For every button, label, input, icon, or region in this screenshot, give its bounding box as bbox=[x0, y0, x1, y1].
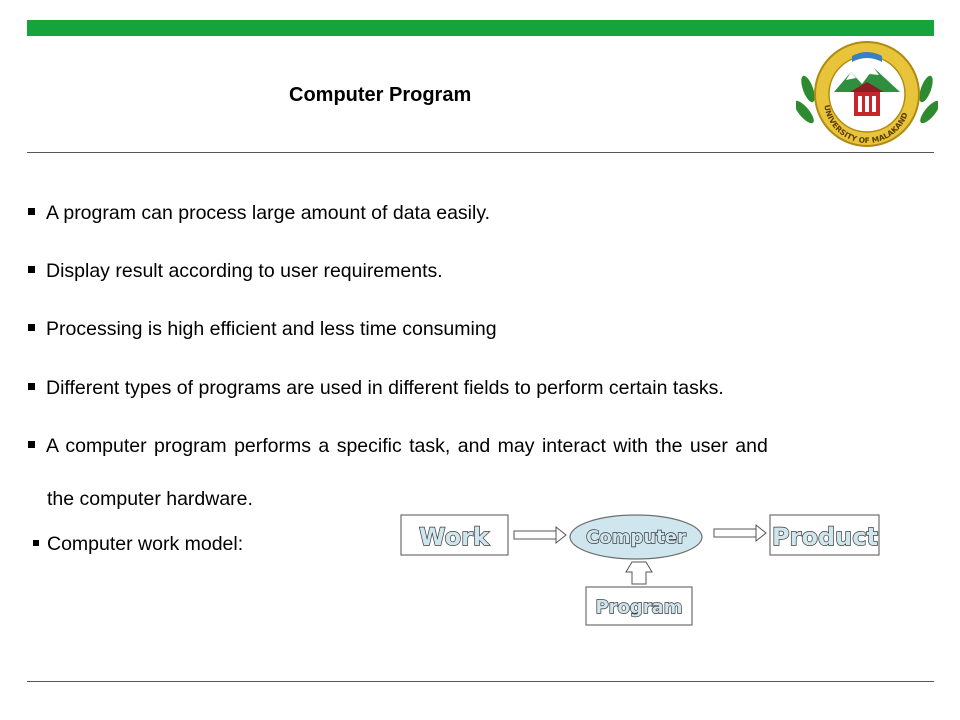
bullet-item bbox=[28, 202, 490, 225]
model-bullet bbox=[33, 533, 243, 556]
slide-title: Computer Program bbox=[289, 84, 472, 106]
bullet-text: Processing is high efficient and less time consuming bbox=[46, 318, 497, 340]
arrow-right-icon bbox=[514, 527, 566, 543]
header-divider bbox=[27, 152, 934, 153]
arrow-right-icon bbox=[714, 525, 766, 541]
bullet-text: Different types of programs are used in different fields to perform certain tasks. bbox=[46, 377, 724, 399]
bullet-square-icon bbox=[28, 383, 35, 390]
bullet-text: A program can process large amount of data easily. bbox=[46, 202, 491, 224]
arrow-up-icon bbox=[626, 562, 652, 584]
bullet-square-icon bbox=[28, 208, 35, 215]
computer-label: Computer bbox=[586, 527, 686, 548]
bullet-text: Display result according to user requirements. bbox=[46, 260, 443, 282]
footer-divider bbox=[27, 681, 934, 682]
bullet-square-icon bbox=[33, 540, 39, 546]
bullet-item bbox=[28, 260, 443, 283]
bullet-item bbox=[28, 435, 768, 458]
bullet-square-icon bbox=[28, 266, 35, 273]
work-label: Work bbox=[419, 523, 489, 551]
logo-ring-text: UNIVERSITY OF MALAKAND bbox=[822, 104, 910, 146]
bullet-item bbox=[28, 377, 724, 400]
bullet-square-icon bbox=[28, 324, 35, 331]
program-label: Program bbox=[595, 597, 683, 618]
product-label: Product bbox=[772, 523, 878, 551]
bullet-item bbox=[28, 318, 497, 341]
model-label: Computer work model: bbox=[47, 533, 244, 555]
bullet-square-icon bbox=[28, 441, 35, 448]
university-logo bbox=[796, 34, 938, 152]
bullet-text: A computer program performs a specific task, and may interact with the user and bbox=[46, 435, 768, 457]
bullet-continuation: the computer hardware. bbox=[47, 488, 253, 510]
